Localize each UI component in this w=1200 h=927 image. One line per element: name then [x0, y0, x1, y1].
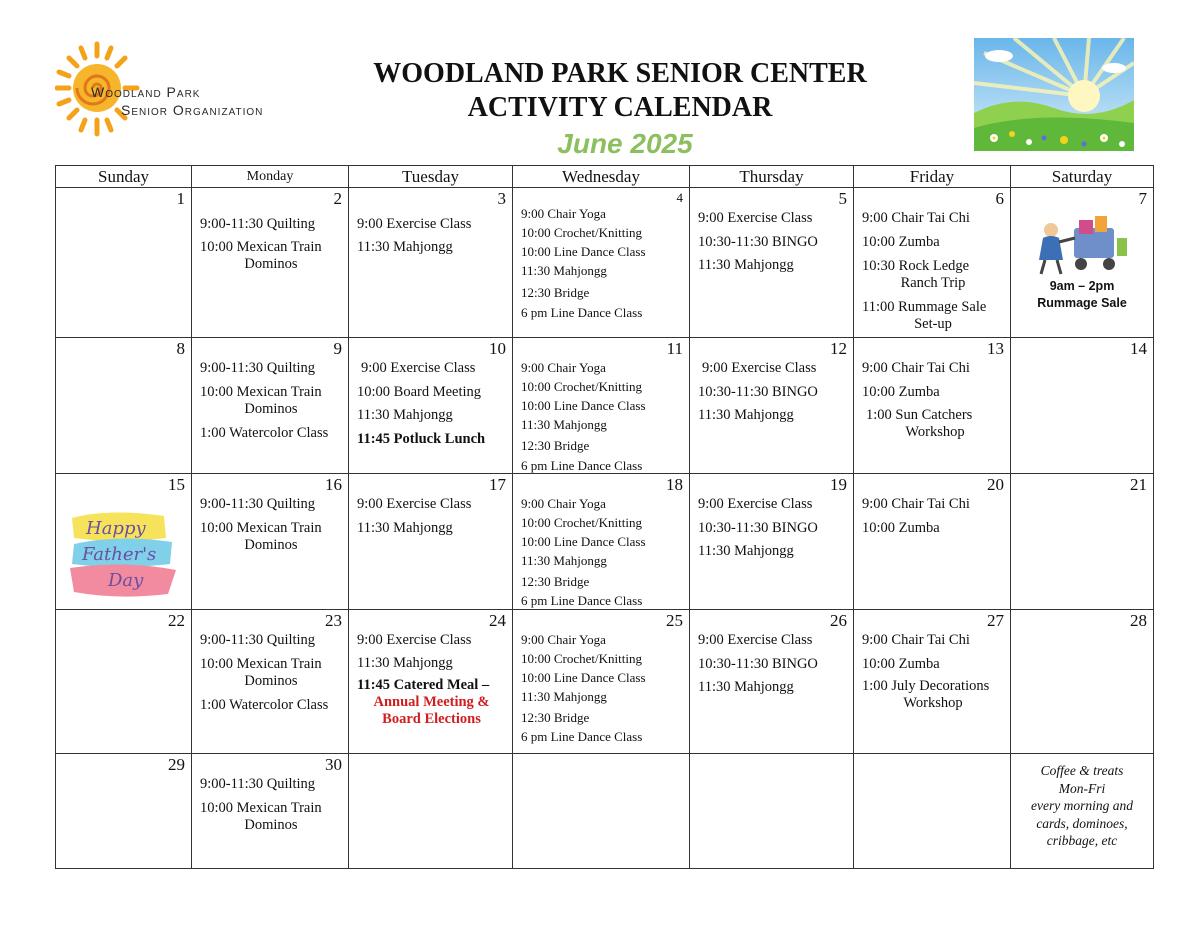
organization-logo — [55, 40, 320, 140]
event: 9:00 Chair Tai Chi — [862, 496, 970, 512]
day-cell-18 — [513, 474, 690, 610]
event: 9:00 Exercise Class — [357, 216, 472, 232]
event-line-cont: Set-up — [914, 316, 952, 332]
event-line: 11:00 Rummage Sale — [862, 299, 987, 315]
day-cell-20 — [854, 474, 1011, 610]
day-number: 23 — [325, 611, 342, 630]
day-number: 11 — [666, 339, 683, 358]
day-number: 26 — [830, 611, 847, 630]
day-number: 30 — [325, 755, 342, 774]
weekday-wednesday: Wednesday — [513, 166, 690, 188]
weekday-thursday: Thursday — [690, 166, 854, 188]
week-row — [56, 610, 1154, 754]
event: 11:30 Mahjongg — [698, 407, 794, 423]
day-cell-10 — [349, 338, 513, 474]
event: 9:00 Exercise Class — [702, 360, 817, 376]
day-number: 2 — [333, 189, 342, 208]
event: 6 pm Line Dance Class — [521, 458, 643, 473]
day-cell-6 — [854, 188, 1011, 338]
event — [200, 800, 342, 834]
event: 11:30 Mahjongg — [357, 655, 453, 671]
empty-day-cell — [690, 754, 854, 869]
day-cell-22 — [56, 610, 192, 754]
sale-title: Rummage Sale — [1037, 296, 1127, 310]
coffee-note — [1015, 762, 1149, 850]
event: 12:30 Bridge — [521, 285, 590, 300]
event — [200, 384, 342, 418]
day-number: 8 — [176, 339, 185, 358]
rummage-sale-icon — [1029, 208, 1134, 283]
day-cell-16 — [192, 474, 349, 610]
event: 11:30 Mahjongg — [698, 257, 794, 273]
event: 11:30 Mahjongg — [521, 263, 607, 278]
event: 10:00 Line Dance Class — [521, 244, 646, 259]
event: 10:00 Line Dance Class — [521, 670, 646, 685]
event: 9:00 Chair Tai Chi — [862, 632, 970, 648]
event: 10:30-11:30 BINGO — [698, 520, 818, 536]
event: 9:00-11:30 Quilting — [200, 632, 316, 648]
event: 9:00 Chair Yoga — [521, 360, 606, 375]
event: 9:00-11:30 Quilting — [200, 216, 316, 232]
event: 10:30-11:30 BINGO — [698, 656, 818, 672]
event: 11:30 Mahjongg — [357, 407, 453, 423]
day-cell-8 — [56, 338, 192, 474]
event: 1:00 Watercolor Class — [200, 425, 329, 441]
event-line: 10:00 Mexican Train — [200, 800, 322, 816]
weekday-header-row — [56, 166, 1154, 188]
weekday-tuesday: Tuesday — [349, 166, 513, 188]
empty-day-cell — [854, 754, 1011, 869]
day-cell-21 — [1011, 474, 1154, 610]
day-number: 25 — [666, 611, 683, 630]
event — [862, 258, 1004, 292]
day-number: 10 — [489, 339, 506, 358]
event-line: 1:00 Sun Catchers — [866, 407, 973, 423]
event: 11:30 Mahjongg — [521, 689, 607, 704]
day-cell-26 — [690, 610, 854, 754]
event — [200, 656, 342, 690]
event: 9:00-11:30 Quilting — [200, 360, 316, 376]
event: 6 pm Line Dance Class — [521, 305, 643, 320]
note-line: Mon-Fri — [1058, 780, 1106, 796]
fathers-day-graphic — [68, 504, 183, 599]
event-line: 10:00 Mexican Train — [200, 384, 322, 400]
notes-cell — [1011, 754, 1154, 869]
day-number: 6 — [995, 189, 1004, 208]
event: 9:00 Chair Yoga — [521, 206, 606, 221]
event: 6 pm Line Dance Class — [521, 729, 643, 744]
day-cell-19 — [690, 474, 854, 610]
day-cell-25 — [513, 610, 690, 754]
event — [357, 677, 506, 728]
event: 10:00 Crochet/Knitting — [521, 515, 642, 530]
note-line: cards, dominoes, — [1036, 815, 1128, 831]
day-cell-5 — [690, 188, 854, 338]
day-number: 4 — [676, 190, 683, 205]
day-number: 19 — [830, 475, 847, 494]
empty-day-cell — [349, 754, 513, 869]
month-label: June 2025 — [557, 128, 693, 159]
day-cell-13 — [854, 338, 1011, 474]
fathers-day-art-1: Happy — [86, 518, 146, 539]
event-line-cont: Workshop — [905, 424, 965, 440]
day-cell-3 — [349, 188, 513, 338]
event-line: 10:00 Mexican Train — [200, 239, 322, 255]
event — [862, 678, 1004, 712]
event: 9:00 Exercise Class — [357, 632, 472, 648]
day-cell-7 — [1011, 188, 1154, 338]
event: 10:00 Line Dance Class — [521, 398, 646, 413]
day-number: 12 — [830, 339, 847, 358]
event — [862, 299, 1004, 333]
empty-day-cell — [513, 754, 690, 869]
day-number: 20 — [987, 475, 1004, 494]
event: 11:30 Mahjongg — [357, 520, 453, 536]
day-number: 18 — [666, 475, 683, 494]
week-row — [56, 188, 1154, 338]
event-line-cont: Dominos — [244, 673, 298, 689]
day-cell-14 — [1011, 338, 1154, 474]
day-cell-30 — [192, 754, 349, 869]
day-number: 27 — [987, 611, 1004, 630]
event: 9:00 Chair Yoga — [521, 496, 606, 511]
day-cell-29 — [56, 754, 192, 869]
day-number: 3 — [497, 189, 506, 208]
sunny-meadow-image — [974, 38, 1134, 151]
event: 9:00 Chair Tai Chi — [862, 210, 970, 226]
event: 9:00-11:30 Quilting — [200, 496, 316, 512]
day-cell-15 — [56, 474, 192, 610]
event-line-cont: Dominos — [244, 401, 298, 417]
event-line-cont: Board Elections — [382, 711, 481, 727]
event: 10:00 Board Meeting — [357, 384, 482, 400]
event: 11:30 Mahjongg — [698, 543, 794, 559]
event: 10:00 Zumba — [862, 234, 940, 250]
event-line-cont: Dominos — [244, 537, 298, 553]
event: 12:30 Bridge — [521, 574, 590, 589]
day-number: 28 — [1130, 611, 1147, 630]
week-row — [56, 338, 1154, 474]
event-line: 10:30 Rock Ledge — [862, 258, 970, 274]
event-line-cont: Dominos — [244, 817, 298, 833]
event: 10:00 Crochet/Knitting — [521, 225, 642, 240]
day-number: 21 — [1130, 475, 1147, 494]
weekday-friday: Friday — [854, 166, 1011, 188]
note-line: cribbage, etc — [1046, 833, 1118, 848]
day-number: 15 — [168, 475, 185, 494]
page-subtitle: ACTIVITY CALENDAR — [467, 92, 773, 123]
event: 11:30 Mahjongg — [521, 553, 607, 568]
note-line: every morning and — [1031, 798, 1133, 813]
logo-line-1: Woodland Park — [91, 84, 201, 100]
day-cell-9 — [192, 338, 349, 474]
weekday-sunday: Sunday — [56, 166, 192, 188]
day-number: 5 — [838, 189, 847, 208]
event-line: 10:00 Mexican Train — [200, 520, 322, 536]
event: 10:00 Zumba — [862, 520, 940, 536]
event: 11:30 Mahjongg — [357, 239, 453, 255]
event: 10:30-11:30 BINGO — [698, 234, 818, 250]
event: 10:00 Zumba — [862, 384, 940, 400]
weekday-saturday: Saturday — [1011, 166, 1154, 188]
day-cell-2 — [192, 188, 349, 338]
day-number: 29 — [168, 755, 185, 774]
event: 9:00 Exercise Class — [361, 360, 476, 376]
note-line: Coffee & treats — [1040, 763, 1124, 778]
event: 11:45 Potluck Lunch — [357, 431, 486, 447]
weekday-monday: Monday — [192, 166, 349, 188]
fathers-day-art-3: Day — [108, 570, 144, 591]
day-number: 22 — [168, 611, 185, 630]
day-cell-23 — [192, 610, 349, 754]
day-number: 13 — [987, 339, 1004, 358]
event-line-cont: Dominos — [244, 256, 298, 272]
day-cell-12 — [690, 338, 854, 474]
day-number: 9 — [333, 339, 342, 358]
logo-line-2: Senior Organization — [121, 102, 264, 118]
day-cell-24 — [349, 610, 513, 754]
event: 10:30-11:30 BINGO — [698, 384, 818, 400]
event: 10:00 Line Dance Class — [521, 534, 646, 549]
rummage-sale-caption — [1011, 278, 1153, 312]
event — [866, 407, 1004, 441]
week-row — [56, 474, 1154, 610]
day-number: 7 — [1138, 189, 1147, 208]
event: 6 pm Line Dance Class — [521, 593, 643, 608]
day-number: 24 — [489, 611, 506, 630]
event — [200, 520, 342, 554]
day-cell-1 — [56, 188, 192, 338]
event-line: 1:00 July Decorations — [862, 678, 990, 694]
event: 9:00 Chair Yoga — [521, 632, 606, 647]
event: 11:30 Mahjongg — [521, 417, 607, 432]
week-row — [56, 754, 1154, 869]
day-cell-27 — [854, 610, 1011, 754]
event: 10:00 Crochet/Knitting — [521, 379, 642, 394]
event: 9:00 Exercise Class — [698, 632, 813, 648]
day-number: 1 — [176, 189, 185, 208]
event: 10:00 Crochet/Knitting — [521, 651, 642, 666]
day-cell-11 — [513, 338, 690, 474]
event: 12:30 Bridge — [521, 438, 590, 453]
day-cell-17 — [349, 474, 513, 610]
event: 9:00-11:30 Quilting — [200, 776, 316, 792]
event-line-cont: Workshop — [903, 695, 963, 711]
event-line-cont: Annual Meeting & — [373, 694, 490, 710]
event: 10:00 Zumba — [862, 656, 940, 672]
day-number: 16 — [325, 475, 342, 494]
event-line-cont: Ranch Trip — [900, 275, 966, 291]
page-title: WOODLAND PARK SENIOR CENTER — [373, 58, 867, 89]
event: 1:00 Watercolor Class — [200, 697, 329, 713]
event: 9:00 Exercise Class — [357, 496, 472, 512]
event: 11:30 Mahjongg — [698, 679, 794, 695]
sale-hours: 9am – 2pm — [1049, 279, 1115, 293]
event-line: 11:45 Catered Meal – — [357, 677, 490, 693]
day-cell-4 — [513, 188, 690, 338]
activity-calendar — [55, 165, 1154, 869]
day-cell-28 — [1011, 610, 1154, 754]
day-number: 17 — [489, 475, 506, 494]
fathers-day-art-2: Father's — [82, 544, 157, 565]
event — [200, 239, 342, 273]
event: 9:00 Exercise Class — [698, 496, 813, 512]
event: 9:00 Chair Tai Chi — [862, 360, 970, 376]
event: 12:30 Bridge — [521, 710, 590, 725]
day-number: 14 — [1130, 339, 1147, 358]
event-line: 10:00 Mexican Train — [200, 656, 322, 672]
event: 9:00 Exercise Class — [698, 210, 813, 226]
